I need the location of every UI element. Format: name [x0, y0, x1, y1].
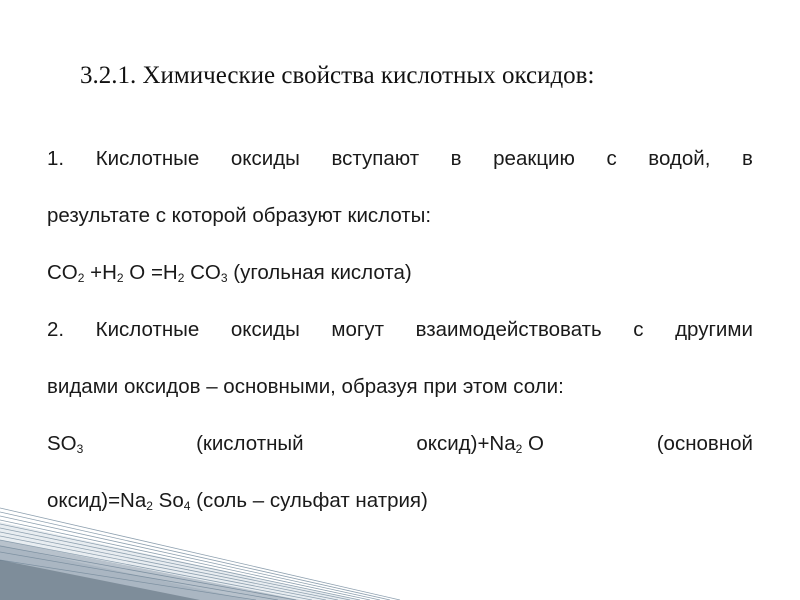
word: Кислотные	[95, 147, 200, 170]
subscript: 2	[177, 271, 185, 285]
word: другими	[675, 318, 753, 341]
equation-2-line-2	[47, 472, 753, 529]
formula-word: (кислотный	[196, 432, 304, 455]
word: в	[450, 147, 462, 170]
subscript: 3	[76, 442, 84, 456]
formula-note: (угольная кислота)	[227, 261, 412, 284]
word: водой,	[648, 147, 711, 170]
subscript: 2	[146, 499, 153, 513]
formula-part: O	[522, 432, 544, 455]
word: могут	[331, 318, 385, 341]
formula-part: +H	[84, 261, 117, 284]
word: оксиды	[230, 147, 300, 170]
formula-note: (соль – сульфат натрия)	[190, 489, 428, 512]
formula-part: оксид)=Na	[47, 489, 147, 512]
word: оксиды	[230, 318, 300, 341]
word: вступают	[331, 147, 420, 170]
formula-part: O =H	[123, 261, 178, 284]
word: взаимодействовать	[415, 318, 602, 341]
subscript: 2	[77, 271, 85, 285]
word: в	[742, 147, 753, 170]
equation-2-line-1	[47, 415, 753, 472]
formula-part: оксид)+Na	[416, 432, 516, 455]
word: с	[633, 318, 644, 341]
formula-part: So	[152, 489, 184, 512]
formula-word	[416, 415, 544, 472]
paragraph-2-line-2: видами оксидов – основными, образуя при этом соли:	[47, 375, 564, 398]
formula-word: (основной	[656, 432, 753, 455]
word: 2.	[47, 318, 65, 341]
slide-title: 3.2.1. Химические свойства кислотных оксидов:	[80, 62, 595, 89]
subscript: 4	[183, 499, 191, 513]
subscript: 2	[515, 442, 523, 456]
equation-1	[47, 244, 753, 301]
word: реакцию	[493, 147, 575, 170]
word: с	[606, 147, 617, 170]
formula-part: CO	[47, 261, 78, 284]
slide-content	[47, 130, 753, 529]
formula-part: SO	[47, 432, 77, 455]
formula-part: CO	[184, 261, 221, 284]
subscript: 3	[220, 271, 228, 285]
paragraph-1-line-1	[47, 130, 753, 187]
paragraph-1-line-2: результате с которой образуют кислоты:	[47, 204, 432, 227]
paragraph-2-line-1	[47, 301, 753, 358]
word: 1.	[47, 147, 65, 170]
word: Кислотные	[95, 318, 200, 341]
subscript: 2	[116, 271, 124, 285]
formula-word	[47, 415, 83, 472]
